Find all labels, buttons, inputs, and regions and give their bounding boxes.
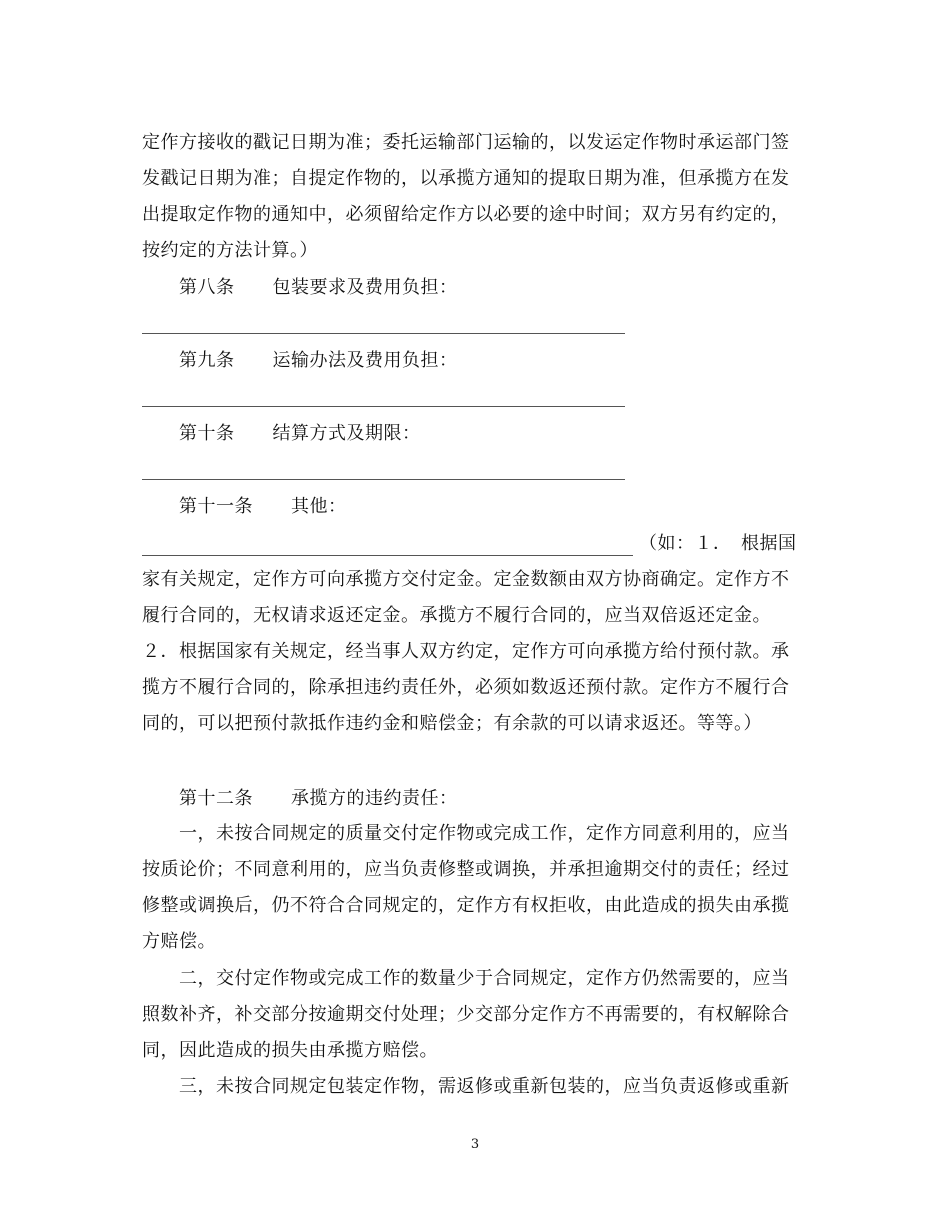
article-number: 第十条 — [179, 423, 235, 444]
article-title: 结算方式及期限： — [272, 423, 421, 444]
fill-in-rule — [142, 536, 633, 556]
text-line: 一，未按合同规定的质量交付定作物或完成工作，定作方同意利用的，应当 — [179, 823, 790, 844]
article-9-heading — [179, 349, 458, 373]
article-number: 第九条 — [179, 350, 235, 371]
text-line: 发戳记日期为准；自提定作物的，以承揽方通知的提取日期为准，但承揽方在发 — [142, 168, 790, 189]
article-10-heading — [179, 422, 421, 446]
article-number: 第八条 — [179, 277, 235, 298]
article-12-heading — [179, 787, 458, 811]
text-line: 照数补齐，补交部分按逾期交付处理；少交部分定作方不再需要的，有权解除合 — [142, 1004, 790, 1025]
article-title: 其他： — [291, 496, 347, 517]
article-title: 包装要求及费用负担： — [272, 277, 458, 298]
text-line: 同的，可以把预付款抵作违约金和赔偿金；有余款的可以请求返还。等等。） — [142, 713, 762, 734]
text-line: 定作方接收的戳记日期为准；委托运输部门运输的，以发运定作物时承运部门签 — [142, 132, 790, 153]
page-number: 3 — [470, 1137, 480, 1152]
text-line: 同，因此造成的损失由承揽方赔偿。 — [142, 1040, 438, 1061]
text-line: 三，未按合同规定包装定作物，需返修或重新包装的，应当负责返修或重新 — [179, 1076, 790, 1097]
text-line: 按质论价；不同意利用的，应当负责修整或调换，并承担逾期交付的责任；经过 — [142, 859, 790, 880]
article-11-note-start — [142, 532, 797, 556]
text-line: 修整或调换后，仍不符合合同规定的，定作方有权拒收，由此造成的损失由承揽 — [142, 895, 790, 916]
fill-in-rule — [142, 479, 625, 480]
article-number: 第十二条 — [179, 788, 253, 809]
text-line: ２．根据国家有关规定，经当事人双方约定，定作方可向承揽方给付预付款。承 — [142, 641, 790, 662]
text-line: 家有关规定，定作方可向承揽方交付定金。定金数额由双方协商确定。定作方不 — [142, 569, 790, 590]
text-line: 履行合同的，无权请求返还定金。承揽方不履行合同的，应当双倍返还定金。 — [142, 605, 771, 626]
text-line: 揽方不履行合同的，除承担违约责任外，必须如数返还预付款。定作方不履行合 — [142, 677, 790, 698]
text-line: 按约定的方法计算。） — [142, 240, 318, 261]
text-line: 方赔偿。 — [142, 931, 216, 952]
note-text: （如：１． 根据国 — [639, 533, 797, 554]
fill-in-rule — [142, 333, 625, 334]
text-line: 二，交付定作物或完成工作的数量少于合同规定，定作方仍然需要的，应当 — [179, 968, 790, 989]
fill-in-rule — [142, 406, 625, 407]
text-line: 出提取定作物的通知中，必须留给定作方以必要的途中时间；双方另有约定的， — [142, 204, 790, 225]
article-number: 第十一条 — [179, 496, 253, 517]
article-11-heading — [179, 495, 347, 519]
article-8-heading — [179, 276, 458, 300]
article-title: 运输办法及费用负担： — [272, 350, 458, 371]
article-title: 承揽方的违约责任： — [291, 788, 458, 809]
